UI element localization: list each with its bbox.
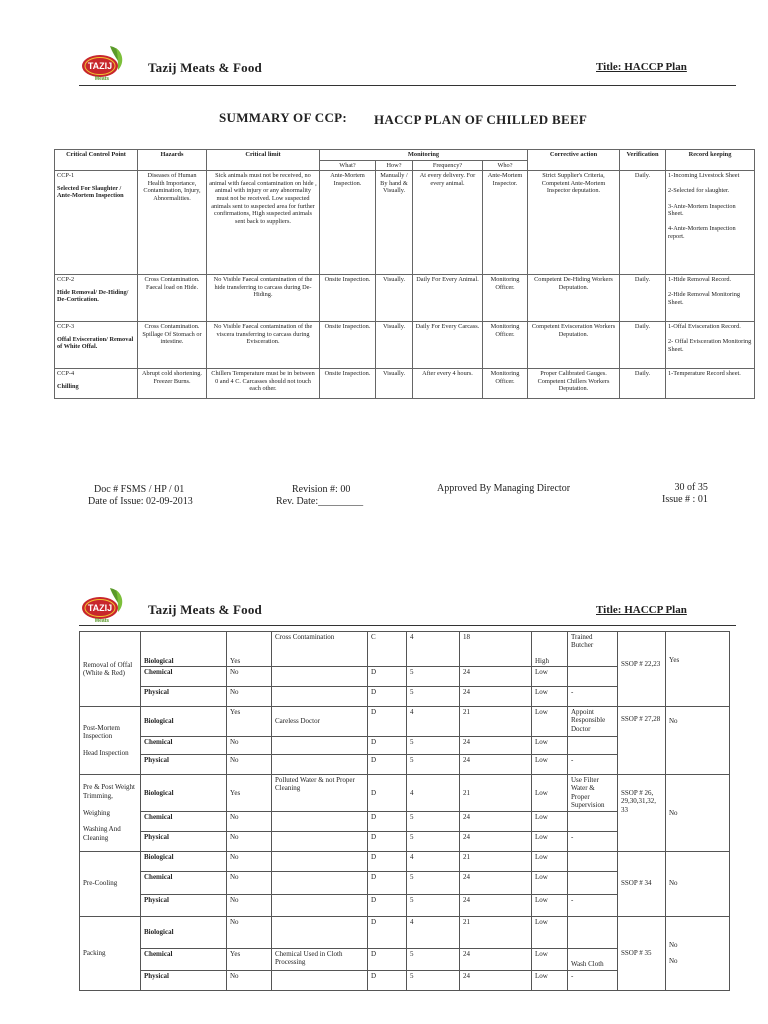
risk-level: Low bbox=[532, 970, 568, 990]
ccp-id: CCP-3 bbox=[57, 323, 75, 331]
hazard-present: No bbox=[227, 894, 272, 916]
table-row bbox=[80, 632, 730, 667]
ccp-step: Selected For Slaughter / Ante-Mortem Inspection bbox=[57, 184, 124, 200]
hazard-present: No bbox=[227, 755, 272, 775]
hazard-analysis-table bbox=[79, 631, 730, 991]
what-cell: Onsite Inspection. bbox=[320, 369, 376, 399]
how-cell: Manually / By hand & Visually. bbox=[376, 171, 413, 275]
severity: 4 bbox=[407, 632, 460, 667]
company-logo bbox=[80, 44, 126, 82]
control-measure bbox=[568, 916, 618, 948]
control-measure bbox=[568, 737, 618, 755]
score: 24 bbox=[460, 894, 532, 916]
hazard-class: D bbox=[368, 970, 407, 990]
score: 21 bbox=[460, 851, 532, 871]
hazard-present: No bbox=[227, 851, 272, 871]
header-rule bbox=[79, 85, 736, 86]
ccp-cell bbox=[55, 322, 138, 369]
ssop-reference: SSOP # 34 bbox=[618, 851, 666, 916]
hazard-description bbox=[272, 811, 368, 831]
hazard-class: D bbox=[368, 831, 407, 851]
corrective-cell: Proper Calibrated Gauges. Competent Chillers Workers Deputation. bbox=[528, 369, 620, 399]
header-who: Who? bbox=[483, 160, 528, 171]
limit-cell: Chillers Temperature must be in between 0 and 4 C. Carcasses should not touch each other. bbox=[207, 369, 320, 399]
control-measure: Wash Cloth bbox=[568, 948, 618, 970]
severity: 5 bbox=[407, 871, 460, 894]
ccp-cell bbox=[55, 171, 138, 275]
record-cell: 1-Incoming Livestock Sheet 2-Selected for slaughter. 3-Ante-Mortem Inspection Sheet. 4-Ante-Mortem Inspection report. bbox=[666, 171, 755, 275]
hazards-cell: Cross Contamination. Spillage Of Stomach or intestine. bbox=[138, 322, 207, 369]
severity: 4 bbox=[407, 851, 460, 871]
table-row bbox=[55, 369, 755, 399]
hazard-type: Chemical bbox=[141, 737, 227, 755]
frequency-cell: Daily For Every Animal. bbox=[413, 275, 483, 322]
hazards-cell: Cross Contamination. Faecal load on Hide. bbox=[138, 275, 207, 322]
header-rule bbox=[79, 625, 736, 626]
hazard-present: No bbox=[227, 687, 272, 707]
score: 24 bbox=[460, 667, 532, 687]
ccp-decision: No No bbox=[666, 916, 730, 990]
frequency-cell: Daily For Every Carcass. bbox=[413, 322, 483, 369]
hazard-class: D bbox=[368, 948, 407, 970]
process-step: Removal of Offal (White & Red) bbox=[80, 632, 141, 707]
risk-level: Low bbox=[532, 894, 568, 916]
who-cell: Monitoring Officer. bbox=[483, 369, 528, 399]
score: 24 bbox=[460, 687, 532, 707]
ssop-reference: SSOP # 27,28 bbox=[618, 707, 666, 775]
logo-text: TAZIJ bbox=[87, 61, 113, 71]
approved-by: Approved By Managing Director bbox=[437, 483, 571, 494]
process-step: Packing bbox=[80, 916, 141, 990]
ccp-cell bbox=[55, 275, 138, 322]
who-cell: Monitoring Officer. bbox=[483, 275, 528, 322]
risk-level: Low bbox=[532, 948, 568, 970]
severity: 5 bbox=[407, 811, 460, 831]
severity: 5 bbox=[407, 970, 460, 990]
severity: 5 bbox=[407, 755, 460, 775]
hazard-class: D bbox=[368, 871, 407, 894]
severity: 4 bbox=[407, 916, 460, 948]
control-measure bbox=[568, 811, 618, 831]
hazard-description: Careless Doctor bbox=[272, 707, 368, 737]
risk-level: Low bbox=[532, 707, 568, 737]
hazard-description: Chemical Used in Cloth Processing bbox=[272, 948, 368, 970]
control-measure bbox=[568, 871, 618, 894]
hazard-type: Chemical bbox=[141, 667, 227, 687]
severity: 5 bbox=[407, 737, 460, 755]
table-row bbox=[80, 775, 730, 812]
footer-page bbox=[662, 482, 708, 506]
hazard-type: Physical bbox=[141, 831, 227, 851]
score: 24 bbox=[460, 871, 532, 894]
hazard-class: C bbox=[368, 632, 407, 667]
hazard-description bbox=[272, 687, 368, 707]
hazard-type: Chemical bbox=[141, 811, 227, 831]
verification-cell: Daily. bbox=[620, 369, 666, 399]
ccp-id: CCP-1 bbox=[57, 172, 75, 180]
verification-cell: Daily. bbox=[620, 322, 666, 369]
hazards-cell: Abrupt cold shortening. Freezer Burns. bbox=[138, 369, 207, 399]
ccp-step: Chilling bbox=[57, 382, 79, 390]
how-cell: Visually. bbox=[376, 369, 413, 399]
document-title: Title: HACCP Plan bbox=[596, 61, 687, 73]
hazard-description bbox=[272, 737, 368, 755]
hazard-description bbox=[272, 755, 368, 775]
hazard-present: Yes bbox=[227, 948, 272, 970]
hazard-description bbox=[272, 894, 368, 916]
footer-revision bbox=[276, 484, 363, 508]
issue-date: Date of Issue: 02-09-2013 bbox=[88, 496, 193, 507]
hazard-present: Yes bbox=[227, 707, 272, 737]
corrective-cell: Strict Supplier's Criteria, Competent Ante-Mortem Inspector deputation. bbox=[528, 171, 620, 275]
risk-level: High bbox=[532, 632, 568, 667]
score: 24 bbox=[460, 737, 532, 755]
header-frequency: Frequency? bbox=[413, 160, 483, 171]
hazard-present: No bbox=[227, 871, 272, 894]
hazard-present: No bbox=[227, 811, 272, 831]
hazard-type: Physical bbox=[141, 755, 227, 775]
ccp-cell bbox=[55, 369, 138, 399]
header-critical-limit: Critical limit bbox=[207, 150, 320, 171]
hazards-cell: Diseases of Human Health Importance, Contamination, Injury, Abnormalities. bbox=[138, 171, 207, 275]
severity: 5 bbox=[407, 687, 460, 707]
corrective-cell: Competent Evisceration Workers Deputation. bbox=[528, 322, 620, 369]
logo-text: TAZIJ bbox=[87, 603, 113, 613]
table-row bbox=[55, 275, 755, 322]
hazard-type: Physical bbox=[141, 894, 227, 916]
what-cell: Onsite Inspection. bbox=[320, 322, 376, 369]
hazard-description bbox=[272, 851, 368, 871]
how-cell: Visually. bbox=[376, 275, 413, 322]
hazard-class: D bbox=[368, 737, 407, 755]
hazard-type: Chemical bbox=[141, 948, 227, 970]
document-title: Title: HACCP Plan bbox=[596, 604, 687, 616]
page-number: 30 of 35 bbox=[674, 482, 708, 493]
issue-number: Issue # : 01 bbox=[662, 494, 708, 505]
risk-level: Low bbox=[532, 831, 568, 851]
process-step: Pre-Cooling bbox=[80, 851, 141, 916]
hazard-description bbox=[272, 916, 368, 948]
hazard-description bbox=[272, 970, 368, 990]
company-name: Tazij Meats & Food bbox=[148, 60, 262, 75]
hazard-type: Physical bbox=[141, 687, 227, 707]
limit-cell: No Visible Faecal contamination of the hide transferring to carcass during De-Hiding. bbox=[207, 275, 320, 322]
control-measure: - bbox=[568, 970, 618, 990]
hazard-type: Physical bbox=[141, 970, 227, 990]
verification-cell: Daily. bbox=[620, 171, 666, 275]
score: 24 bbox=[460, 831, 532, 851]
hazard-present: No bbox=[227, 916, 272, 948]
severity: 4 bbox=[407, 707, 460, 737]
severity: 5 bbox=[407, 831, 460, 851]
hazard-present: Yes bbox=[227, 632, 272, 667]
process-step: Pre & Post Weight Trimming, Weighing Washing And Cleaning bbox=[80, 775, 141, 852]
risk-level: Low bbox=[532, 737, 568, 755]
ccp-decision: No bbox=[666, 775, 730, 852]
ssop-reference: SSOP # 26, 29,30,31,32, 33 bbox=[618, 775, 666, 852]
risk-level: Low bbox=[532, 871, 568, 894]
score: 18 bbox=[460, 632, 532, 667]
footer-doc-info bbox=[88, 484, 193, 508]
hazard-class: D bbox=[368, 707, 407, 737]
header-monitoring: Monitoring bbox=[320, 150, 528, 161]
revision-date: Rev. Date:_________ bbox=[276, 496, 364, 507]
hazard-present: No bbox=[227, 970, 272, 990]
table-row bbox=[55, 322, 755, 369]
control-measure: - bbox=[568, 755, 618, 775]
ccp-id: CCP-4 bbox=[57, 370, 75, 378]
severity: 5 bbox=[407, 894, 460, 916]
table-row bbox=[80, 707, 730, 737]
risk-level: Low bbox=[532, 811, 568, 831]
header-how: How? bbox=[376, 160, 413, 171]
score: 24 bbox=[460, 970, 532, 990]
what-cell: Ante-Mortem Inspection. bbox=[320, 171, 376, 275]
corrective-cell: Competent De-Hiding Workers Deputation. bbox=[528, 275, 620, 322]
hazard-class: D bbox=[368, 667, 407, 687]
ccp-summary-table bbox=[54, 149, 755, 399]
risk-level: Low bbox=[532, 916, 568, 948]
risk-level: Low bbox=[532, 667, 568, 687]
hazard-description bbox=[272, 667, 368, 687]
score: 21 bbox=[460, 775, 532, 812]
risk-level: Low bbox=[532, 775, 568, 812]
limit-cell: Sick animals must not be received, no animal with faecal contamination on hide , animal with injury or any abnormality must not be received. Low suspected animals sent to suspected area for further confirmations, High suspected animals sent back to suppliers. bbox=[207, 171, 320, 275]
ccp-id: CCP-2 bbox=[57, 276, 75, 284]
hazard-class: D bbox=[368, 851, 407, 871]
limit-cell: No Visible Faecal contamination of the viscera transferring to carcass during Evisceration. bbox=[207, 322, 320, 369]
score: 24 bbox=[460, 755, 532, 775]
risk-level: Low bbox=[532, 755, 568, 775]
control-measure bbox=[568, 667, 618, 687]
control-measure: - bbox=[568, 831, 618, 851]
hazard-present: No bbox=[227, 667, 272, 687]
control-measure bbox=[568, 851, 618, 871]
logo-subtext: Meats bbox=[94, 618, 110, 624]
plan-title: HACCP PLAN OF CHILLED BEEF bbox=[374, 112, 588, 127]
hazard-description: Cross Contamination bbox=[272, 632, 368, 667]
hazard-class: D bbox=[368, 916, 407, 948]
hazard-class: D bbox=[368, 811, 407, 831]
hazard-class: D bbox=[368, 687, 407, 707]
header-ccp: Critical Control Point bbox=[55, 150, 138, 171]
revision-number: Revision #: 00 bbox=[292, 484, 351, 495]
header-what: What? bbox=[320, 160, 376, 171]
severity: 5 bbox=[407, 667, 460, 687]
hazard-present: No bbox=[227, 737, 272, 755]
risk-level: Low bbox=[532, 687, 568, 707]
ssop-reference: SSOP # 35 bbox=[618, 916, 666, 990]
ccp-decision: No bbox=[666, 707, 730, 775]
hazard-type: Biological bbox=[141, 916, 227, 948]
score: 24 bbox=[460, 948, 532, 970]
hazard-type: Biological bbox=[141, 632, 227, 667]
table-row bbox=[80, 851, 730, 871]
doc-number: Doc # FSMS / HP / 01 bbox=[94, 484, 185, 495]
how-cell: Visually. bbox=[376, 322, 413, 369]
process-step: Post-Mortem Inspection Head Inspection bbox=[80, 707, 141, 775]
control-measure: - bbox=[568, 687, 618, 707]
score: 21 bbox=[460, 707, 532, 737]
logo-subtext: Meats bbox=[94, 76, 110, 82]
what-cell: Onsite Inspection. bbox=[320, 275, 376, 322]
summary-label: SUMMARY OF CCP: bbox=[219, 110, 347, 125]
severity: 4 bbox=[407, 775, 460, 812]
company-logo bbox=[80, 586, 126, 624]
hazard-type: Biological bbox=[141, 851, 227, 871]
ccp-decision: Yes bbox=[666, 632, 730, 707]
hazard-type: Biological bbox=[141, 775, 227, 812]
hazard-class: D bbox=[368, 775, 407, 812]
hazard-class: D bbox=[368, 755, 407, 775]
hazard-class: D bbox=[368, 894, 407, 916]
table-row bbox=[80, 916, 730, 948]
who-cell: Monitoring Officer. bbox=[483, 322, 528, 369]
table-row bbox=[55, 171, 755, 275]
header-record-keeping: Record keeping bbox=[666, 150, 755, 171]
company-name: Tazij Meats & Food bbox=[148, 602, 262, 617]
control-measure: Trained Butcher bbox=[568, 632, 618, 667]
header-hazards: Hazards bbox=[138, 150, 207, 171]
hazard-present: Yes bbox=[227, 775, 272, 812]
risk-level: Low bbox=[532, 851, 568, 871]
control-measure: - bbox=[568, 894, 618, 916]
score: 24 bbox=[460, 811, 532, 831]
severity: 5 bbox=[407, 948, 460, 970]
record-cell: 1-Offal Evisceration Record. 2- Offal Evisceration Monitoring Sheet. bbox=[666, 322, 755, 369]
control-measure: Use Filter Water & Proper Supervision bbox=[568, 775, 618, 812]
header-verification: Verification bbox=[620, 150, 666, 171]
score: 21 bbox=[460, 916, 532, 948]
who-cell: Ante-Mortem Inspector. bbox=[483, 171, 528, 275]
hazard-type: Chemical bbox=[141, 871, 227, 894]
ssop-reference: SSOP # 22,23 bbox=[618, 632, 666, 707]
ccp-decision: No bbox=[666, 851, 730, 916]
hazard-description bbox=[272, 871, 368, 894]
control-measure: Appoint Responsible Doctor bbox=[568, 707, 618, 737]
hazard-type: Biological bbox=[141, 707, 227, 737]
ccp-step: Offal Evisceration/ Removal of White Offal. bbox=[57, 335, 134, 351]
ccp-step: Hide Removal/ De-Hiding/ De-Cortication. bbox=[57, 288, 129, 304]
verification-cell: Daily. bbox=[620, 275, 666, 322]
record-cell: 1-Temperature Record sheet. bbox=[666, 369, 755, 399]
hazard-present: No bbox=[227, 831, 272, 851]
frequency-cell: At every delivery. For every animal. bbox=[413, 171, 483, 275]
frequency-cell: After every 4 hours. bbox=[413, 369, 483, 399]
hazard-description bbox=[272, 831, 368, 851]
record-cell: 1-Hide Removal Record. 2-Hide Removal Monitoring Sheet. bbox=[666, 275, 755, 322]
hazard-description: Polluted Water & not Proper Cleaning bbox=[272, 775, 368, 812]
header-corrective-action: Corrective action bbox=[528, 150, 620, 171]
